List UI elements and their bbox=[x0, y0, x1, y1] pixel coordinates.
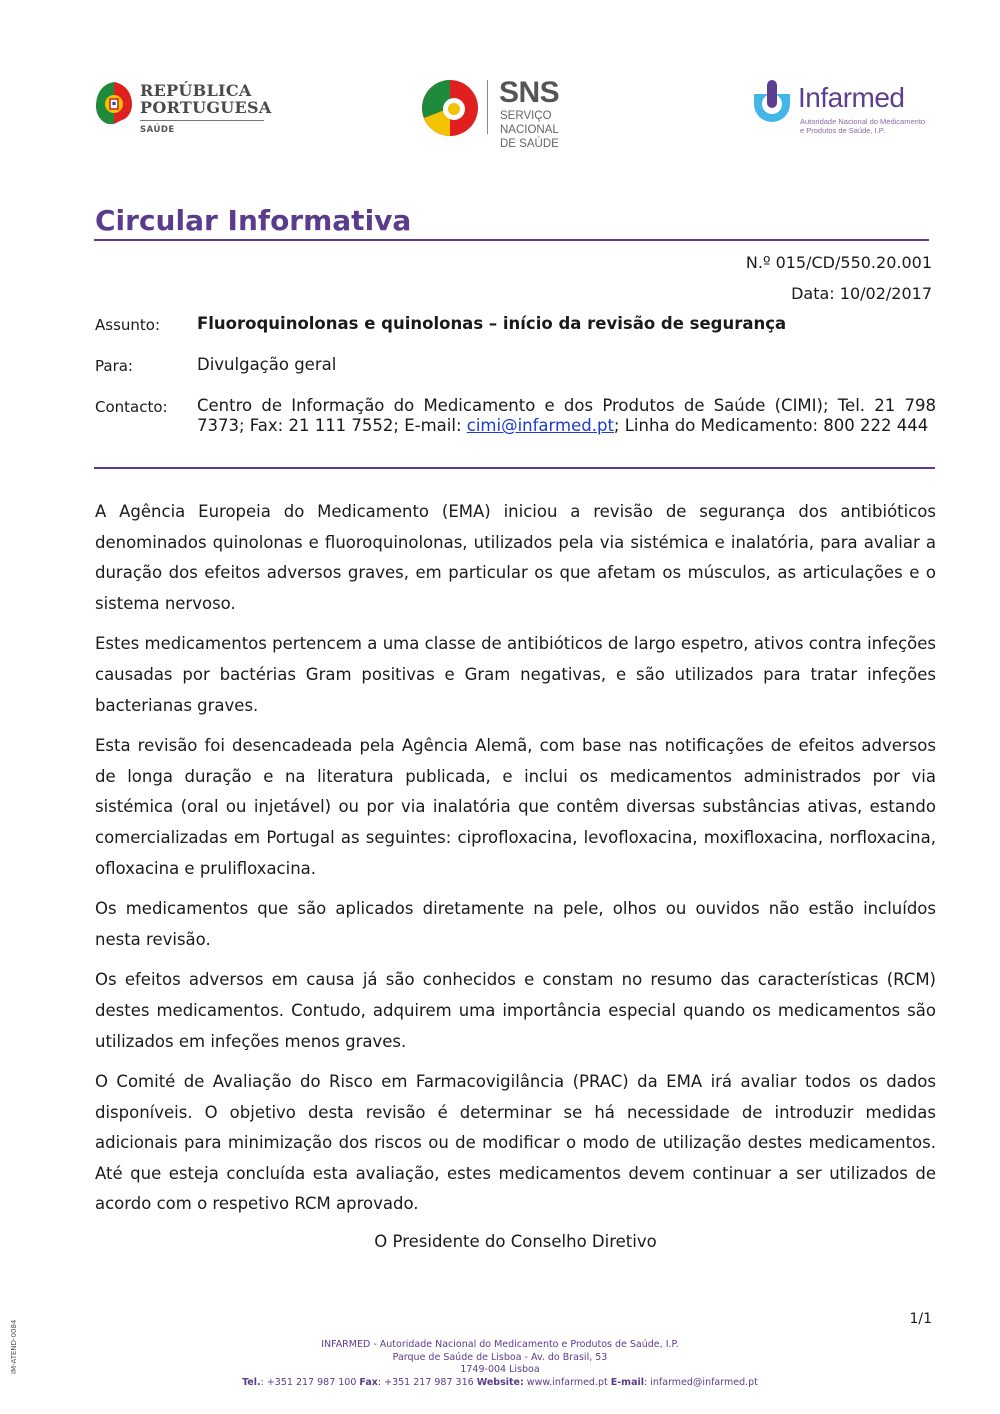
paragraph: Os medicamentos que são aplicados diretamente na pele, olhos ou ouvidos não estão incluídos nesta revisão. bbox=[95, 899, 936, 949]
document-title: Circular Informativa bbox=[95, 204, 412, 237]
rp-subtitle: SAÚDE bbox=[140, 125, 175, 135]
title-rule bbox=[94, 239, 929, 241]
footer-email: : infarmed@infarmed.pt bbox=[644, 1377, 758, 1389]
paragraph: O Comité de Avaliação do Risco em Farmacovigilância (PRAC) da EMA irá avaliar todos os dados disponíveis. O objetivo desta revisão é determinar se há necessidade de introduzir medidas adicionais para minimização dos riscos ou de modificar o modo de utilização destes medicamentos. Até que esteja concluída esta avaliação, estes medicamentos devem continuar a ser utilizados de acordo com o respetivo RCM aprovado. bbox=[95, 1072, 936, 1214]
footer-web-label: Website: bbox=[476, 1377, 524, 1389]
sns-logo bbox=[420, 76, 610, 150]
document-body bbox=[95, 497, 936, 1230]
to-value: Divulgação geral bbox=[197, 355, 337, 374]
infarmed-emblem-icon bbox=[750, 80, 794, 124]
signature: O Presidente do Conselho Diretivo bbox=[374, 1232, 657, 1251]
page-footer bbox=[0, 1339, 1000, 1390]
circular-number: N.º 015/CD/550.20.001 bbox=[745, 253, 932, 272]
paragraph: Esta revisão foi desencadeada pela Agência Alemã, com base nas notificações de efeitos adversos de longa duração e na literatura publicada, e inclui os medicamentos administrados por via sistémica (oral ou injetável) ou por via inalatória que contêm diversas substâncias ativas, estando comercializadas em Portugal as seguintes: ciprofloxacina, levofloxacina, moxifloxacina, norfloxacina, ofloxacina e prulifloxacina. bbox=[95, 736, 936, 878]
sns-acronym: SNS bbox=[499, 76, 560, 109]
header-bottom-rule bbox=[94, 467, 935, 469]
contact-label: Contacto: bbox=[95, 398, 168, 416]
portugal-emblem-icon bbox=[94, 80, 134, 126]
footer-line1: INFARMED - Autoridade Nacional do Medicamento e Produtos de Saúde, I.P. bbox=[321, 1339, 679, 1350]
sns-line2: DE SAÚDE bbox=[500, 138, 559, 150]
subject-value: Fluoroquinolonas e quinolonas – início da revisão de segurança bbox=[197, 314, 787, 333]
footer-tel-label: Tel. bbox=[242, 1377, 261, 1389]
sns-name bbox=[500, 109, 610, 151]
paragraph: Estes medicamentos pertencem a uma classe de antibióticos de largo espetro, ativos contra infeções causadas por bactérias Gram positivas e Gram negativas, e são utilizados para tratar infeções bacterianas graves. bbox=[95, 634, 936, 715]
rp-line1: REPÚBLICA bbox=[140, 81, 252, 100]
paragraph: Os efeitos adversos em causa já são conhecidos e constam no resumo das características (RCM) destes medicamentos. Contudo, adquirem uma importância especial quando os medicamentos são utilizados em infeções menos graves. bbox=[95, 970, 936, 1051]
paragraph: A Agência Europeia do Medicamento (EMA) iniciou a revisão de segurança dos antibióticos denominados quinolonas e fluoroquinolonas, utilizados pela via sistémica e inalatória, para avaliar a duração dos efeitos adversos graves, em particular os que afetam os músculos, as articulações e o sistema nervoso. bbox=[95, 502, 936, 613]
contact-email-link[interactable]: cimi@infarmed.pt bbox=[466, 416, 614, 435]
footer-fax: : +351 217 987 316 bbox=[377, 1377, 477, 1389]
infarmed-subtitle bbox=[800, 117, 925, 135]
footer-fax-label: Fax bbox=[359, 1377, 378, 1389]
sns-emblem-icon bbox=[420, 78, 480, 138]
footer-line3: 1749-004 Lisboa bbox=[460, 1364, 540, 1376]
circular-date: Data: 10/02/2017 bbox=[791, 284, 932, 303]
contact-text-post: ; Linha do Medicamento: 800 222 444 bbox=[613, 416, 929, 435]
footer-email-label: E-mail bbox=[610, 1377, 645, 1389]
page-number: 1/1 bbox=[909, 1311, 932, 1327]
contact-value bbox=[197, 396, 936, 436]
sns-line1: SERVIÇO NACIONAL bbox=[500, 110, 559, 136]
footer-web: www.infarmed.pt bbox=[523, 1377, 611, 1389]
rp-line2: PORTUGUESA bbox=[140, 98, 272, 117]
subject-label: Assunto: bbox=[95, 316, 161, 334]
contact-text-pre: Centro de Informação do Medicamento e dos Produtos de Saúde (CIMI); Tel. 21 798 7373; Fax: 21 111 7552; E-mail: bbox=[197, 396, 936, 435]
footer-tel: : +351 217 987 100 bbox=[260, 1377, 360, 1389]
republica-portuguesa-logo bbox=[94, 78, 274, 140]
to-label: Para: bbox=[95, 357, 133, 375]
rp-title bbox=[140, 82, 272, 116]
footer-line2: Parque de Saúde de Lisboa - Av. do Brasil, 53 bbox=[392, 1351, 608, 1363]
inf-line1: Autoridade Nacional do Medicamento bbox=[800, 117, 926, 126]
sns-divider bbox=[487, 80, 488, 134]
footer-contacts bbox=[0, 1377, 1000, 1390]
side-code: IM-ATEND-0084 bbox=[10, 1319, 18, 1374]
infarmed-logo bbox=[750, 80, 930, 140]
inf-line2: e Produtos de Saúde, I.P. bbox=[800, 126, 885, 135]
infarmed-name: Infarmed bbox=[798, 82, 905, 113]
rp-divider bbox=[140, 120, 264, 121]
